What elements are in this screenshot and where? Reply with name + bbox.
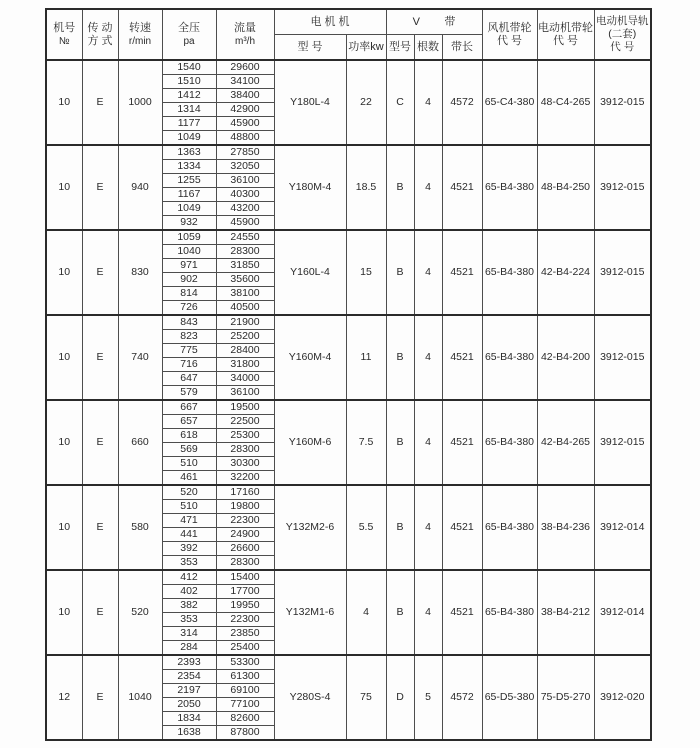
cell-fan-pulley-code: 65-B4-380 xyxy=(482,230,537,315)
cell-pressure: 1255 xyxy=(162,174,216,188)
cell-flow: 61300 xyxy=(216,670,274,684)
cell-pressure: 1540 xyxy=(162,60,216,75)
cell-rpm: 940 xyxy=(118,145,162,230)
cell-belt-model: D xyxy=(386,655,414,740)
cell-flow: 32200 xyxy=(216,471,274,486)
cell-drive-type: E xyxy=(82,570,118,655)
table-row xyxy=(46,60,651,75)
header-row-1 xyxy=(46,9,651,35)
cell-flow: 36100 xyxy=(216,386,274,401)
cell-flow: 24900 xyxy=(216,528,274,542)
cell-flow: 82600 xyxy=(216,712,274,726)
cell-belt-count: 4 xyxy=(414,485,442,570)
col-header-motor-pulley-code xyxy=(537,9,594,60)
table-row xyxy=(46,485,651,500)
cell-flow: 22500 xyxy=(216,415,274,429)
cell-pressure: 1314 xyxy=(162,103,216,117)
cell-flow: 26600 xyxy=(216,542,274,556)
header-label: 方 式 xyxy=(87,34,113,47)
header-unit: № xyxy=(58,35,70,47)
cell-motor-power: 75 xyxy=(346,655,386,740)
cell-motor-pulley-code: 75-D5-270 xyxy=(537,655,594,740)
cell-pressure: 2354 xyxy=(162,670,216,684)
cell-pressure: 1040 xyxy=(162,245,216,259)
cell-belt-length: 4521 xyxy=(442,485,482,570)
cell-flow: 53300 xyxy=(216,655,274,670)
cell-pressure: 314 xyxy=(162,627,216,641)
cell-flow: 21900 xyxy=(216,315,274,330)
cell-flow: 38100 xyxy=(216,287,274,301)
header-label: 流量 xyxy=(234,21,256,34)
cell-flow: 23850 xyxy=(216,627,274,641)
cell-rail-code: 3912-014 xyxy=(594,570,651,655)
cell-belt-count: 4 xyxy=(414,60,442,145)
cell-flow: 28400 xyxy=(216,344,274,358)
cell-rail-code: 3912-015 xyxy=(594,230,651,315)
cell-flow: 22300 xyxy=(216,514,274,528)
cell-motor-pulley-code: 48-B4-250 xyxy=(537,145,594,230)
cell-fan-pulley-code: 65-B4-380 xyxy=(482,485,537,570)
cell-belt-count: 4 xyxy=(414,400,442,485)
cell-pressure: 1638 xyxy=(162,726,216,741)
cell-pressure: 2050 xyxy=(162,698,216,712)
cell-pressure: 647 xyxy=(162,372,216,386)
cell-pressure: 667 xyxy=(162,400,216,415)
cell-motor-model: Y132M1-6 xyxy=(274,570,346,655)
cell-belt-model: B xyxy=(386,145,414,230)
cell-flow: 19500 xyxy=(216,400,274,415)
cell-belt-count: 4 xyxy=(414,315,442,400)
cell-flow: 17160 xyxy=(216,485,274,500)
cell-flow: 17700 xyxy=(216,585,274,599)
col-header-drive-type xyxy=(82,9,118,60)
cell-flow: 30300 xyxy=(216,457,274,471)
cell-pressure: 579 xyxy=(162,386,216,401)
header-label: (二套) xyxy=(608,28,637,40)
cell-motor-model: Y180M-4 xyxy=(274,145,346,230)
cell-pressure: 2197 xyxy=(162,684,216,698)
cell-rpm: 1040 xyxy=(118,655,162,740)
cell-rail-code: 3912-015 xyxy=(594,315,651,400)
col-header-motor-rail-code xyxy=(594,9,651,60)
cell-fan-pulley-code: 65-B4-380 xyxy=(482,145,537,230)
cell-flow: 32050 xyxy=(216,160,274,174)
cell-rail-code: 3912-015 xyxy=(594,60,651,145)
cell-flow: 25300 xyxy=(216,429,274,443)
cell-motor-power: 15 xyxy=(346,230,386,315)
cell-machine-no: 10 xyxy=(46,400,82,485)
cell-flow: 38400 xyxy=(216,89,274,103)
cell-flow: 48800 xyxy=(216,131,274,146)
header-label: 电动机导轨 xyxy=(596,15,649,27)
cell-drive-type: E xyxy=(82,230,118,315)
cell-machine-no: 10 xyxy=(46,60,82,145)
cell-fan-pulley-code: 65-C4-380 xyxy=(482,60,537,145)
cell-pressure: 284 xyxy=(162,641,216,656)
cell-rail-code: 3912-020 xyxy=(594,655,651,740)
cell-belt-length: 4521 xyxy=(442,315,482,400)
header-label: 代 号 xyxy=(496,34,523,47)
cell-motor-power: 7.5 xyxy=(346,400,386,485)
cell-belt-model: B xyxy=(386,315,414,400)
fan-motor-spec-table xyxy=(45,8,652,741)
cell-flow: 36100 xyxy=(216,174,274,188)
table-row xyxy=(46,655,651,670)
cell-pressure: 1834 xyxy=(162,712,216,726)
col-header-belt-count: 根数 xyxy=(414,35,442,61)
cell-pressure: 1510 xyxy=(162,75,216,89)
cell-flow: 45900 xyxy=(216,216,274,231)
cell-motor-model: Y132M2-6 xyxy=(274,485,346,570)
cell-flow: 22300 xyxy=(216,613,274,627)
col-header-motor-power: 功率kw xyxy=(346,35,386,61)
cell-motor-pulley-code: 42-B4-265 xyxy=(537,400,594,485)
cell-belt-model: B xyxy=(386,570,414,655)
cell-rail-code: 3912-015 xyxy=(594,145,651,230)
cell-machine-no: 10 xyxy=(46,570,82,655)
cell-fan-pulley-code: 65-B4-380 xyxy=(482,570,537,655)
cell-fan-pulley-code: 65-B4-380 xyxy=(482,315,537,400)
cell-rpm: 830 xyxy=(118,230,162,315)
cell-belt-length: 4521 xyxy=(442,570,482,655)
cell-drive-type: E xyxy=(82,145,118,230)
cell-motor-pulley-code: 42-B4-200 xyxy=(537,315,594,400)
col-header-belt-length: 带长 xyxy=(442,35,482,61)
table-row xyxy=(46,230,651,245)
header-label: V xyxy=(412,16,420,28)
cell-belt-model: C xyxy=(386,60,414,145)
header-label: 传 动 xyxy=(87,21,113,34)
cell-drive-type: E xyxy=(82,60,118,145)
cell-belt-model: B xyxy=(386,400,414,485)
cell-rail-code: 3912-014 xyxy=(594,485,651,570)
cell-belt-length: 4572 xyxy=(442,60,482,145)
cell-pressure: 392 xyxy=(162,542,216,556)
cell-flow: 19950 xyxy=(216,599,274,613)
header-label: 电动机带轮 xyxy=(538,21,593,34)
cell-flow: 40300 xyxy=(216,188,274,202)
cell-motor-pulley-code: 38-B4-212 xyxy=(537,570,594,655)
cell-pressure: 353 xyxy=(162,556,216,571)
cell-pressure: 716 xyxy=(162,358,216,372)
cell-motor-power: 4 xyxy=(346,570,386,655)
header-label: 电 机 机 xyxy=(310,16,350,28)
cell-pressure: 510 xyxy=(162,457,216,471)
cell-belt-length: 4521 xyxy=(442,230,482,315)
cell-flow: 31800 xyxy=(216,358,274,372)
cell-pressure: 971 xyxy=(162,259,216,273)
cell-flow: 19800 xyxy=(216,500,274,514)
cell-pressure: 1363 xyxy=(162,145,216,160)
cell-pressure: 1059 xyxy=(162,230,216,245)
col-header-fan-pulley-code xyxy=(482,9,537,60)
col-group-motor xyxy=(274,9,386,35)
cell-pressure: 402 xyxy=(162,585,216,599)
cell-pressure: 1049 xyxy=(162,131,216,146)
cell-rpm: 520 xyxy=(118,570,162,655)
cell-machine-no: 10 xyxy=(46,315,82,400)
cell-flow: 40500 xyxy=(216,301,274,316)
header-label: 全压 xyxy=(178,21,200,34)
cell-belt-length: 4572 xyxy=(442,655,482,740)
cell-rpm: 580 xyxy=(118,485,162,570)
table-body xyxy=(46,60,651,740)
cell-rpm: 1000 xyxy=(118,60,162,145)
cell-pressure: 1167 xyxy=(162,188,216,202)
cell-drive-type: E xyxy=(82,655,118,740)
header-label: 带 xyxy=(444,16,456,28)
cell-pressure: 902 xyxy=(162,273,216,287)
cell-drive-type: E xyxy=(82,485,118,570)
header-unit: m³/h xyxy=(235,35,255,47)
cell-pressure: 510 xyxy=(162,500,216,514)
cell-pressure: 814 xyxy=(162,287,216,301)
cell-flow: 28300 xyxy=(216,556,274,571)
col-header-rpm xyxy=(118,9,162,60)
cell-rpm: 740 xyxy=(118,315,162,400)
cell-pressure: 932 xyxy=(162,216,216,231)
cell-rail-code: 3912-015 xyxy=(594,400,651,485)
cell-pressure: 1049 xyxy=(162,202,216,216)
cell-pressure: 569 xyxy=(162,443,216,457)
cell-flow: 34100 xyxy=(216,75,274,89)
header-label: 转速 xyxy=(129,21,151,34)
cell-flow: 31850 xyxy=(216,259,274,273)
cell-belt-length: 4521 xyxy=(442,400,482,485)
cell-motor-model: Y160M-4 xyxy=(274,315,346,400)
cell-fan-pulley-code: 65-D5-380 xyxy=(482,655,537,740)
header-label: 风机带轮 xyxy=(487,21,532,34)
cell-pressure: 353 xyxy=(162,613,216,627)
col-group-vbelt xyxy=(386,9,482,35)
cell-flow: 24550 xyxy=(216,230,274,245)
cell-flow: 42900 xyxy=(216,103,274,117)
cell-flow: 29600 xyxy=(216,60,274,75)
header-label: 代 号 xyxy=(610,41,635,53)
cell-pressure: 471 xyxy=(162,514,216,528)
cell-motor-model: Y160M-6 xyxy=(274,400,346,485)
cell-machine-no: 10 xyxy=(46,145,82,230)
cell-belt-count: 4 xyxy=(414,145,442,230)
cell-pressure: 2393 xyxy=(162,655,216,670)
cell-machine-no: 12 xyxy=(46,655,82,740)
cell-pressure: 726 xyxy=(162,301,216,316)
cell-drive-type: E xyxy=(82,400,118,485)
cell-pressure: 461 xyxy=(162,471,216,486)
cell-pressure: 843 xyxy=(162,315,216,330)
cell-flow: 28300 xyxy=(216,245,274,259)
cell-motor-power: 18.5 xyxy=(346,145,386,230)
header-label: 代 号 xyxy=(552,34,579,47)
cell-pressure: 412 xyxy=(162,570,216,585)
cell-motor-power: 11 xyxy=(346,315,386,400)
cell-machine-no: 10 xyxy=(46,485,82,570)
cell-pressure: 775 xyxy=(162,344,216,358)
cell-motor-pulley-code: 42-B4-224 xyxy=(537,230,594,315)
cell-belt-count: 5 xyxy=(414,655,442,740)
table-header xyxy=(46,9,651,60)
col-header-flow xyxy=(216,9,274,60)
cell-motor-pulley-code: 48-C4-265 xyxy=(537,60,594,145)
cell-pressure: 382 xyxy=(162,599,216,613)
header-unit: r/min xyxy=(128,35,152,47)
table-row xyxy=(46,145,651,160)
cell-machine-no: 10 xyxy=(46,230,82,315)
cell-flow: 28300 xyxy=(216,443,274,457)
cell-pressure: 520 xyxy=(162,485,216,500)
cell-pressure: 657 xyxy=(162,415,216,429)
cell-motor-model: Y280S-4 xyxy=(274,655,346,740)
cell-flow: 43200 xyxy=(216,202,274,216)
cell-motor-model: Y160L-4 xyxy=(274,230,346,315)
col-header-pressure xyxy=(162,9,216,60)
cell-pressure: 1334 xyxy=(162,160,216,174)
cell-belt-count: 4 xyxy=(414,230,442,315)
cell-motor-pulley-code: 38-B4-236 xyxy=(537,485,594,570)
cell-flow: 87800 xyxy=(216,726,274,741)
cell-pressure: 618 xyxy=(162,429,216,443)
cell-flow: 35600 xyxy=(216,273,274,287)
cell-motor-power: 22 xyxy=(346,60,386,145)
col-header-belt-model: 型号 xyxy=(386,35,414,61)
cell-fan-pulley-code: 65-B4-380 xyxy=(482,400,537,485)
cell-belt-count: 4 xyxy=(414,570,442,655)
header-unit: pa xyxy=(183,35,195,47)
cell-flow: 27850 xyxy=(216,145,274,160)
cell-pressure: 441 xyxy=(162,528,216,542)
col-header-machine-no xyxy=(46,9,82,60)
cell-flow: 45900 xyxy=(216,117,274,131)
cell-pressure: 1412 xyxy=(162,89,216,103)
cell-motor-power: 5.5 xyxy=(346,485,386,570)
col-header-motor-model: 型 号 xyxy=(274,35,346,61)
cell-pressure: 823 xyxy=(162,330,216,344)
cell-flow: 34000 xyxy=(216,372,274,386)
table-row xyxy=(46,570,651,585)
cell-flow: 25200 xyxy=(216,330,274,344)
cell-flow: 77100 xyxy=(216,698,274,712)
cell-belt-model: B xyxy=(386,485,414,570)
header-label: 机号 xyxy=(53,21,76,34)
cell-flow: 25400 xyxy=(216,641,274,656)
cell-pressure: 1177 xyxy=(162,117,216,131)
cell-belt-length: 4521 xyxy=(442,145,482,230)
table-row xyxy=(46,315,651,330)
table-row xyxy=(46,400,651,415)
cell-motor-model: Y180L-4 xyxy=(274,60,346,145)
cell-flow: 69100 xyxy=(216,684,274,698)
cell-belt-model: B xyxy=(386,230,414,315)
cell-rpm: 660 xyxy=(118,400,162,485)
cell-drive-type: E xyxy=(82,315,118,400)
cell-flow: 15400 xyxy=(216,570,274,585)
